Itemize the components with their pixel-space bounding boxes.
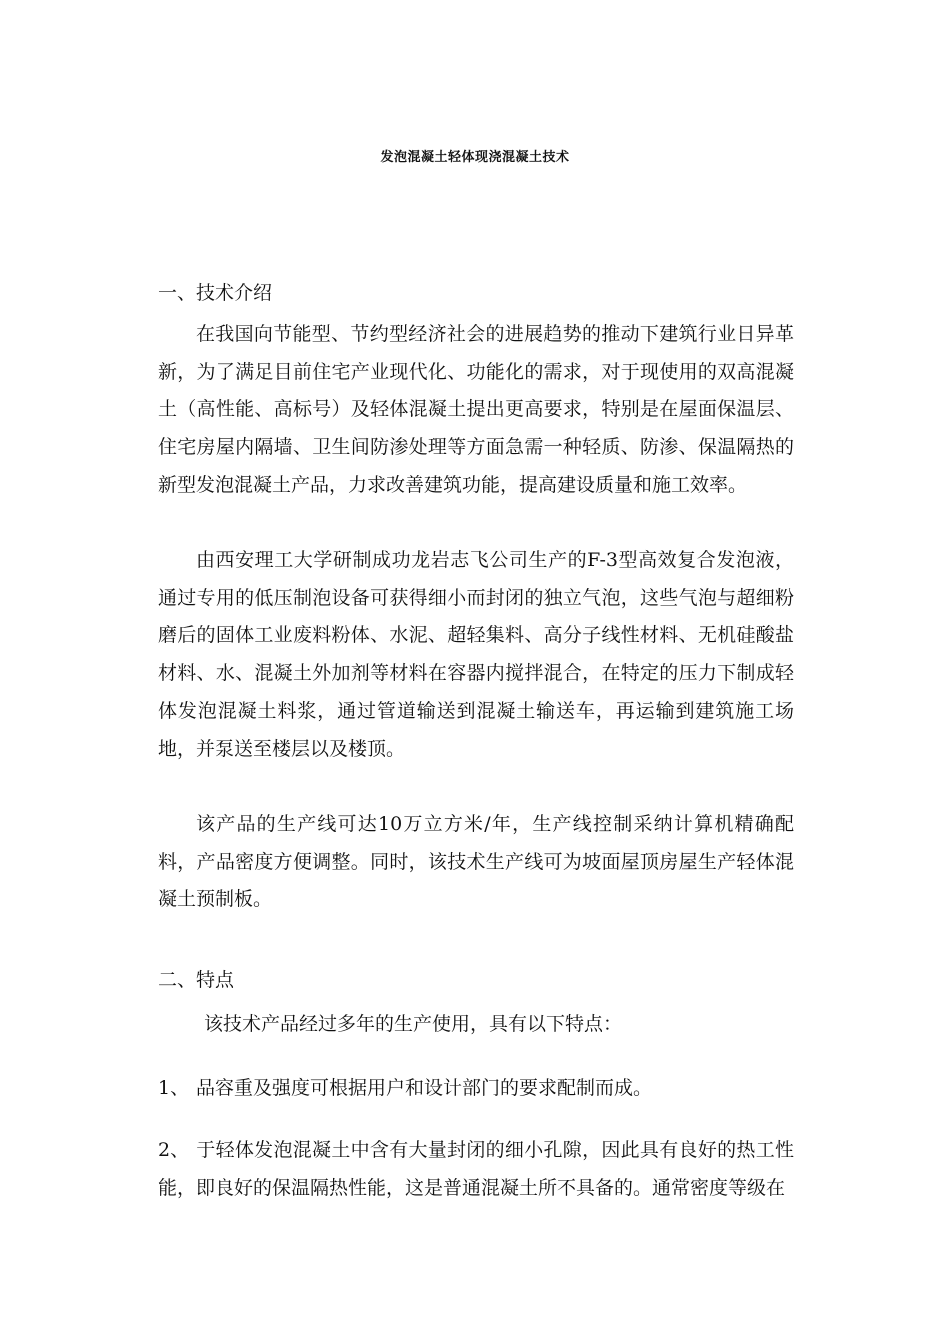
paragraph-features-intro: 该技术产品经过多年的生产使用，具有以下特点： [204, 1013, 623, 1035]
list-item-number: 1、 [158, 1077, 190, 1099]
list-item-text: 于轻体发泡混凝土中含有大量封闭的细小孔隙，因此具有良好的热工性能，即良好的保温隔热性能，这是普通混凝土所不具备的。通常密度等级在 [158, 1139, 794, 1199]
paragraph-intro-3: 该产品的生产线可达10万立方米/年，生产线控制采纳计算机精确配料，产品密度方便调整。同时，该技术生产线可为坡面屋顶房屋生产轻体混凝土预制板。 [158, 813, 794, 911]
paragraph-intro-1: 在我国向节能型、节约型经济社会的进展趋势的推动下建筑行业日异革新，为了满足目前住宅产业现代化、功能化的需求，对于现使用的双高混凝土（高性能、高标号）及轻体混凝土提出更高要求，特别是在屋面保温层、住宅房屋内隔墙、卫生间防渗处理等方面急需一种轻质、防渗、保温隔热的新型发泡混凝土产品，力求改善建筑功能，提高建设质量和施工效率。 [158, 323, 794, 496]
list-item-number: 2、 [158, 1139, 190, 1161]
section-heading-features: 二、特点 [158, 969, 235, 991]
section-heading-intro: 一、技术介绍 [158, 282, 273, 304]
list-item-2 [158, 1132, 794, 1207]
paragraph-intro-2: 由西安理工大学研制成功龙岩志飞公司生产的F-3型高效复合发泡液，通过专用的低压制泡设备可获得细小而封闭的独立气泡，这些气泡与超细粉磨后的固体工业废料粉体、水泥、超轻集料、高分子线性材料、无机硅酸盐材料、水、混凝土外加剂等材料在容器内搅拌混合，在特定的压力下制成轻体发泡混凝土料浆，通过管道输送到混凝土输送车，再运输到建筑施工场地，并泵送至楼层以及楼顶。 [158, 549, 794, 760]
document-title: 发泡混凝土轻体现浇混凝土技术 [380, 150, 570, 165]
list-item-text: 品容重及强度可根据用户和设计部门的要求配制而成。 [196, 1077, 653, 1099]
list-item-1 [158, 1070, 794, 1108]
